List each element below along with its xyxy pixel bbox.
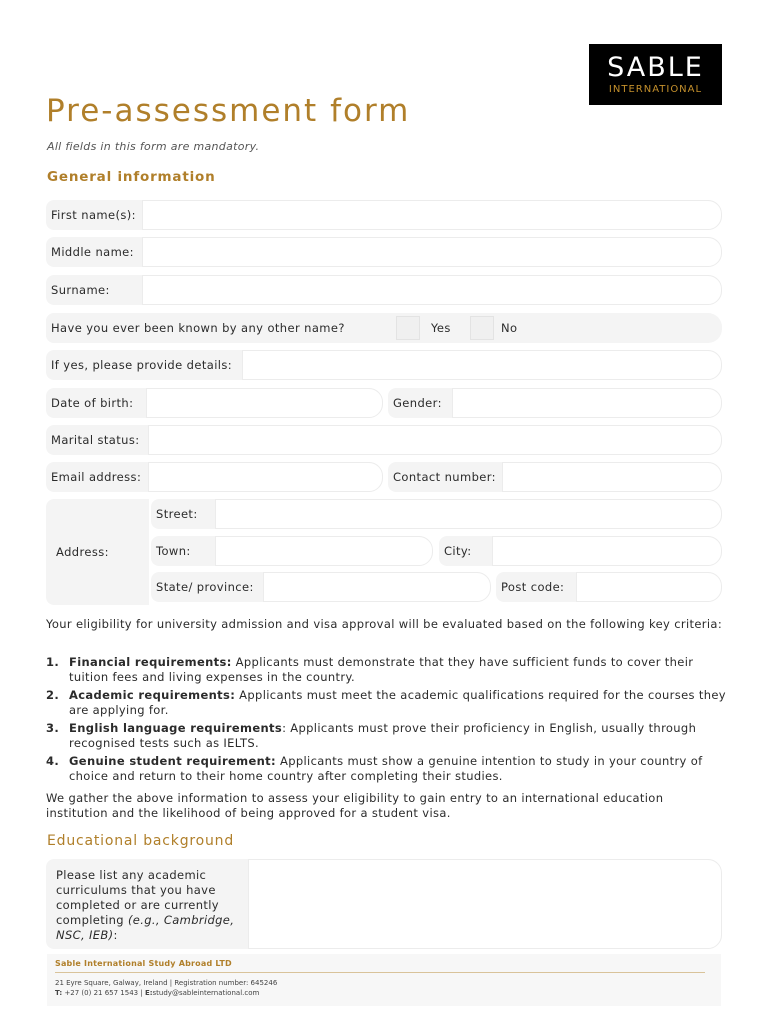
criteria-number: 4. [46, 754, 60, 768]
education-label-text: Please list any academic curriculums that you have completed or are currently completing [56, 868, 219, 927]
address-label: Address: [46, 499, 149, 605]
dob-label: Date of birth: [46, 388, 146, 418]
address-block [46, 499, 722, 605]
state-input[interactable] [263, 572, 491, 602]
contact-input[interactable] [502, 462, 722, 492]
footer-divider [55, 972, 705, 973]
state-row [151, 572, 491, 602]
email-row [46, 462, 383, 492]
education-input[interactable] [248, 859, 722, 949]
education-row [46, 859, 722, 949]
dob-input[interactable] [146, 388, 383, 418]
footer-phone: +27 (0) 21 657 1543 [64, 989, 139, 997]
education-example: (e.g., Cambridge, NSC, IEB) [56, 913, 235, 942]
criteria-item [46, 655, 726, 684]
middle-name-input[interactable] [142, 237, 722, 267]
criteria-text: Applicants must show a genuine intention to study in your country of choice and return to their home country after completing their studies. [69, 754, 703, 783]
criteria-list [46, 655, 726, 783]
details-label: If yes, please provide details: [46, 350, 242, 380]
footer-email-label: E: [144, 989, 153, 997]
details-row [46, 350, 722, 380]
postcode-row [496, 572, 722, 602]
yes-label: Yes [431, 321, 451, 335]
dob-row [46, 388, 383, 418]
marital-label: Marital status: [46, 425, 148, 455]
surname-label: Surname: [46, 275, 142, 305]
criteria-heading: Genuine student requirement: [69, 754, 276, 768]
criteria-item [46, 754, 726, 783]
criteria-number: 3. [46, 721, 60, 735]
gender-label: Gender: [388, 388, 452, 418]
eligibility-outro: We gather the above information to assess your eligibility to gain entry to an international education institution and the likelihood of being approved for a student visa. [46, 791, 664, 820]
city-label: City: [439, 536, 492, 566]
criteria-item [46, 721, 726, 750]
no-label: No [501, 321, 518, 335]
first-name-label: First name(s): [46, 200, 142, 230]
logo-brand: SABLE [607, 52, 704, 83]
criteria-number: 2. [46, 688, 60, 702]
marital-row [46, 425, 722, 455]
no-checkbox[interactable] [470, 316, 494, 340]
eligibility-intro: Your eligibility for university admission and visa approval will be evaluated based on the following key criteria: [46, 617, 723, 631]
sable-logo [589, 44, 722, 105]
criteria-heading: English language requirements [69, 721, 283, 735]
section-education: Educational background [47, 833, 235, 849]
town-input[interactable] [215, 536, 433, 566]
email-label: Email address: [46, 462, 148, 492]
gender-row [388, 388, 722, 418]
education-label [46, 859, 248, 949]
town-row [151, 536, 433, 566]
footer [47, 954, 721, 1006]
street-label: Street: [151, 499, 215, 529]
state-label: State/ province: [151, 572, 263, 602]
education-colon: : [113, 928, 118, 942]
footer-address: 21 Eyre Square, Galway, Ireland | Registration number: 645246 [55, 979, 278, 987]
city-row [439, 536, 722, 566]
first-name-input[interactable] [142, 200, 722, 230]
street-row [151, 499, 722, 529]
first-name-row [46, 200, 722, 230]
postcode-label: Post code: [496, 572, 576, 602]
criteria-number: 1. [46, 655, 60, 669]
section-general: General information [47, 169, 216, 185]
footer-separator: | [140, 989, 143, 997]
yes-checkbox[interactable] [396, 316, 420, 340]
footer-email[interactable]: study@sableinternational.com [152, 989, 260, 997]
criteria-text: : Applicants must prove their proficiency in English, usually through recognised tests such as IELTS. [69, 721, 697, 750]
other-name-row [46, 313, 722, 343]
gender-input[interactable] [452, 388, 722, 418]
details-input[interactable] [242, 350, 722, 380]
logo-sub: INTERNATIONAL [608, 84, 703, 95]
surname-input[interactable] [142, 275, 722, 305]
surname-row [46, 275, 722, 305]
email-input[interactable] [148, 462, 383, 492]
contact-row [388, 462, 722, 492]
criteria-item [46, 688, 726, 717]
town-label: Town: [151, 536, 215, 566]
middle-name-label: Middle name: [46, 237, 142, 267]
criteria-heading: Financial requirements: [69, 655, 232, 669]
city-input[interactable] [492, 536, 722, 566]
contact-label: Contact number: [388, 462, 502, 492]
footer-company: Sable International Study Abroad LTD [55, 959, 232, 968]
page-title: Pre-assessment form [46, 93, 411, 129]
postcode-input[interactable] [576, 572, 722, 602]
other-name-label: Have you ever been known by any other name? [46, 313, 364, 343]
footer-contact [55, 988, 713, 998]
street-input[interactable] [215, 499, 722, 529]
criteria-text: Applicants must meet the academic qualifications required for the courses they are applying for. [69, 688, 726, 717]
footer-phone-label: T: [55, 989, 63, 997]
middle-name-row [46, 237, 722, 267]
criteria-heading: Academic requirements: [69, 688, 236, 702]
marital-input[interactable] [148, 425, 722, 455]
criteria-text: Applicants must demonstrate that they have sufficient funds to cover their tuition fees and living expenses in the country. [69, 655, 694, 684]
mandatory-note: All fields in this form are mandatory. [47, 140, 260, 153]
